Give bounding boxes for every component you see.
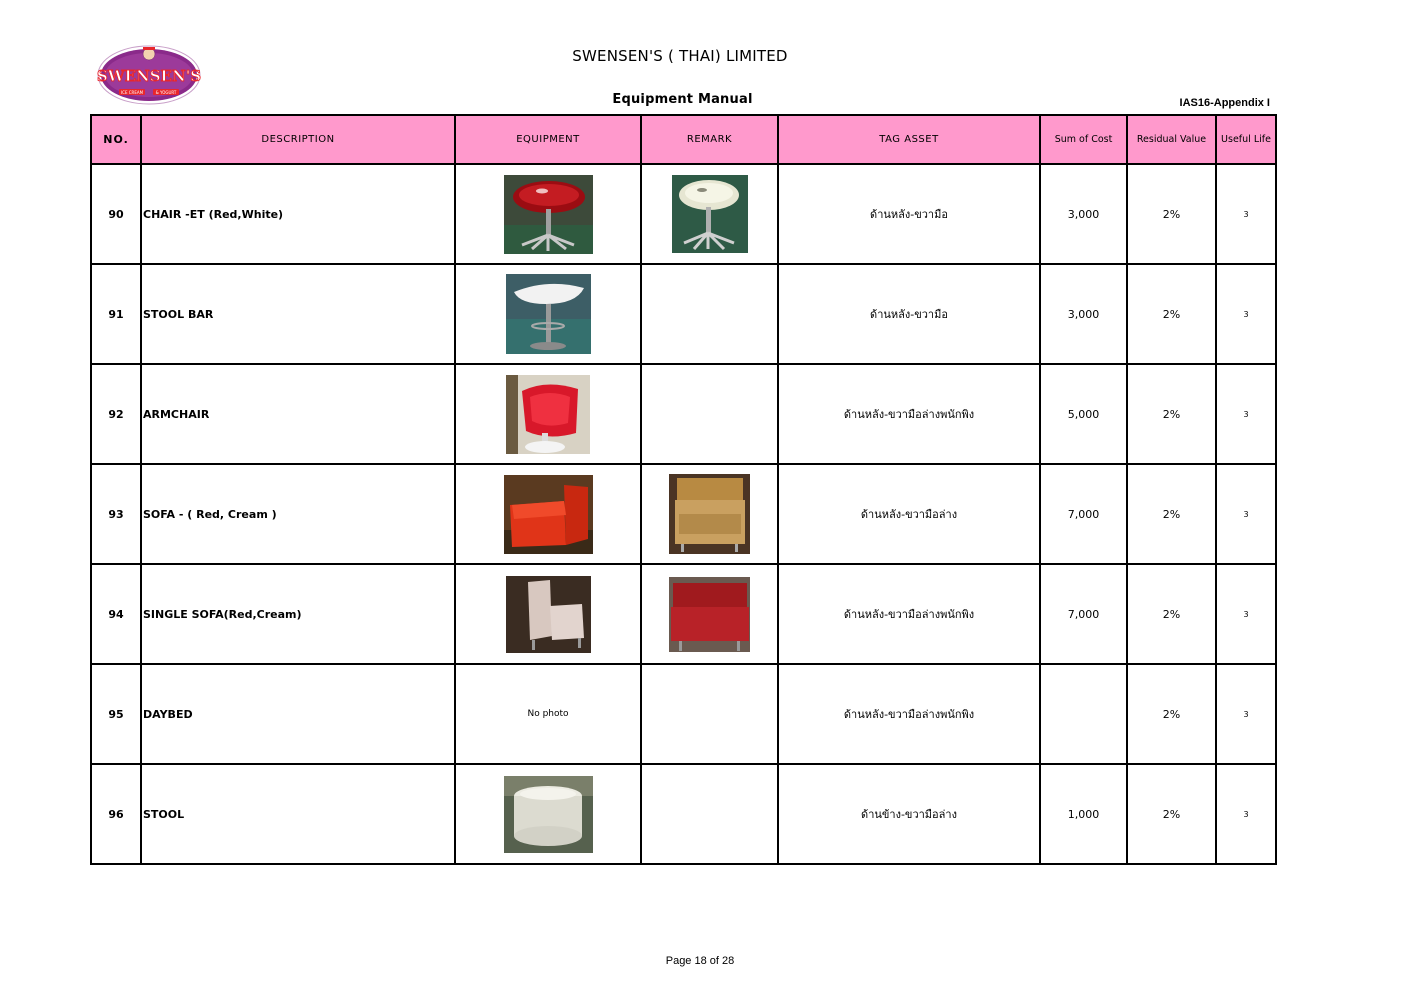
company-title: SWENSEN'S ( THAI) LIMITED [572,47,788,65]
col-header-sum-of-cost: Sum of Cost [1040,115,1127,164]
row-sum-of-cost: 5,000 [1040,364,1127,464]
appendix-label: IAS16-Appendix I [1179,97,1270,109]
col-header-remark: REMARK [641,115,778,164]
swensens-logo [97,45,201,105]
table-row [91,664,1276,764]
equipment-table [90,114,1277,865]
row-description: DAYBED [141,664,455,764]
table-row [91,164,1276,264]
row-tag-asset: ด้านหลัง-ขวามือล่างพนักพิง [778,564,1040,664]
stool-bar-photo [506,274,591,354]
row-sum-of-cost: 3,000 [1040,264,1127,364]
svg-text:SWENSEN'S: SWENSEN'S [97,67,201,85]
remark-photo-cell [641,464,778,564]
col-header-no: NO. [91,115,141,164]
row-no: 91 [91,264,141,364]
chair-white-photo [672,175,748,253]
svg-text:ICE CREAM: ICE CREAM [120,90,144,95]
row-no: 94 [91,564,141,664]
col-header-useful-life: Useful Life [1216,115,1276,164]
row-sum-of-cost [1040,664,1127,764]
row-sum-of-cost: 7,000 [1040,464,1127,564]
row-sum-of-cost: 3,000 [1040,164,1127,264]
row-no: 90 [91,164,141,264]
row-residual-value: 2% [1127,164,1216,264]
row-description: STOOL BAR [141,264,455,364]
chair-red-photo [504,175,593,254]
row-tag-asset: ด้านหลัง-ขวามือล่างพนักพิง [778,664,1040,764]
row-sum-of-cost: 7,000 [1040,564,1127,664]
row-useful-life: 3 [1216,564,1276,664]
equipment-photo-cell [455,764,641,864]
row-tag-asset: ด้านข้าง-ขวามือล่าง [778,764,1040,864]
row-no: 92 [91,364,141,464]
row-tag-asset: ด้านหลัง-ขวามือ [778,164,1040,264]
row-no: 96 [91,764,141,864]
equipment-photo-cell [455,564,641,664]
equipment-photo-cell [455,364,641,464]
row-residual-value: 2% [1127,264,1216,364]
armchair-photo [506,375,590,454]
row-no: 93 [91,464,141,564]
single-sofa-red-photo [669,577,750,652]
col-header-equipment: EQUIPMENT [455,115,641,164]
no-photo-label: No photo [455,664,641,764]
row-description: SINGLE SOFA(Red,Cream) [141,564,455,664]
row-description: STOOL [141,764,455,864]
col-header-residual-value: Residual Value [1127,115,1216,164]
row-tag-asset: ด้านหลัง-ขวามือล่างพนักพิง [778,364,1040,464]
row-useful-life: 3 [1216,164,1276,264]
stool-photo [504,776,593,853]
row-useful-life: 3 [1216,464,1276,564]
row-residual-value: 2% [1127,664,1216,764]
row-tag-asset: ด้านหลัง-ขวามือล่าง [778,464,1040,564]
equipment-photo-cell [455,164,641,264]
table-row [91,364,1276,464]
table-header-row [91,115,1276,164]
table-row [91,764,1276,864]
remark-cell [641,764,778,864]
row-description: SOFA - ( Red, Cream ) [141,464,455,564]
page-number: Page 18 of 28 [665,955,735,967]
remark-photo-cell [641,164,778,264]
row-residual-value: 2% [1127,464,1216,564]
remark-cell [641,664,778,764]
equipment-photo-cell [455,464,641,564]
row-tag-asset: ด้านหลัง-ขวามือ [778,264,1040,364]
table-row [91,464,1276,564]
row-residual-value: 2% [1127,764,1216,864]
table-row [91,564,1276,664]
col-header-tag-asset: TAG ASSET [778,115,1040,164]
remark-cell [641,264,778,364]
row-sum-of-cost: 1,000 [1040,764,1127,864]
single-sofa-cream-photo [506,576,591,653]
col-header-description: DESCRIPTION [141,115,455,164]
remark-cell [641,364,778,464]
manual-subtitle: Equipment Manual [612,92,753,107]
row-description: CHAIR -ET (Red,White) [141,164,455,264]
row-useful-life: 3 [1216,664,1276,764]
remark-photo-cell [641,564,778,664]
svg-text:& YOGURT: & YOGURT [155,90,177,95]
row-useful-life: 3 [1216,364,1276,464]
row-useful-life: 3 [1216,764,1276,864]
sofa-red-photo [504,475,593,554]
row-description: ARMCHAIR [141,364,455,464]
row-residual-value: 2% [1127,364,1216,464]
row-no: 95 [91,664,141,764]
equipment-photo-cell [455,264,641,364]
row-residual-value: 2% [1127,564,1216,664]
table-row [91,264,1276,364]
row-useful-life: 3 [1216,264,1276,364]
sofa-cream-photo [669,474,750,554]
